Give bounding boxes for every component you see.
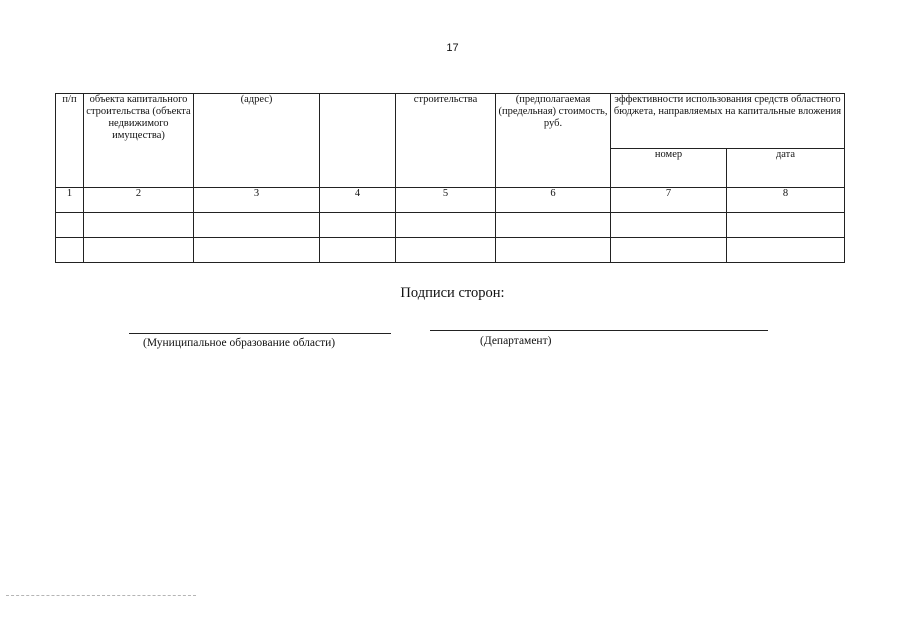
table-cell	[320, 213, 396, 238]
table-cell	[611, 238, 727, 263]
table-cell	[84, 238, 194, 263]
table-cell	[727, 213, 845, 238]
table-cell	[84, 213, 194, 238]
signatures-title: Подписи сторон:	[400, 285, 505, 301]
table-header-row	[56, 94, 845, 149]
page-number: 17	[446, 42, 459, 54]
signature-line-municipality	[129, 333, 391, 334]
header-cell-pp: п/п	[56, 94, 84, 188]
table-cell	[396, 213, 496, 238]
table-row	[56, 238, 845, 263]
column-number: 8	[727, 188, 845, 213]
header-cell-object: объекта капитального строительства (объекта недвижимого имущества)	[84, 94, 194, 188]
header-cell-date: дата	[727, 149, 845, 188]
header-cell-construction: строительства	[396, 94, 496, 188]
table-cell	[56, 238, 84, 263]
table-cell	[194, 213, 320, 238]
header-cell-number: номер	[611, 149, 727, 188]
table-row	[56, 213, 845, 238]
table-cell	[496, 238, 611, 263]
objects-table	[55, 93, 845, 263]
header-cell-address: (адрес)	[194, 94, 320, 188]
signature-label-department: (Департамент)	[480, 335, 552, 347]
signature-label-municipality: (Муниципальное образование области)	[143, 337, 336, 349]
table-cell	[320, 238, 396, 263]
column-number: 6	[496, 188, 611, 213]
column-number: 7	[611, 188, 727, 213]
table-cell	[611, 213, 727, 238]
table-cell	[194, 238, 320, 263]
table-cell	[56, 213, 84, 238]
header-cell-col4	[320, 94, 396, 188]
column-number: 4	[320, 188, 396, 213]
signature-line-department	[430, 330, 768, 331]
column-number: 1	[56, 188, 84, 213]
table-cell	[396, 238, 496, 263]
table-column-numbers-row	[56, 188, 845, 213]
column-number: 3	[194, 188, 320, 213]
column-number: 2	[84, 188, 194, 213]
table-cell	[496, 213, 611, 238]
header-cell-efficiency: эффективности использования средств областного бюджета, направляемых на капитальные вложения	[611, 94, 845, 149]
table-cell	[727, 238, 845, 263]
column-number: 5	[396, 188, 496, 213]
header-cell-cost: (предполагаемая (предельная) стоимость, руб.	[496, 94, 611, 188]
scan-artifact-line	[6, 595, 196, 596]
